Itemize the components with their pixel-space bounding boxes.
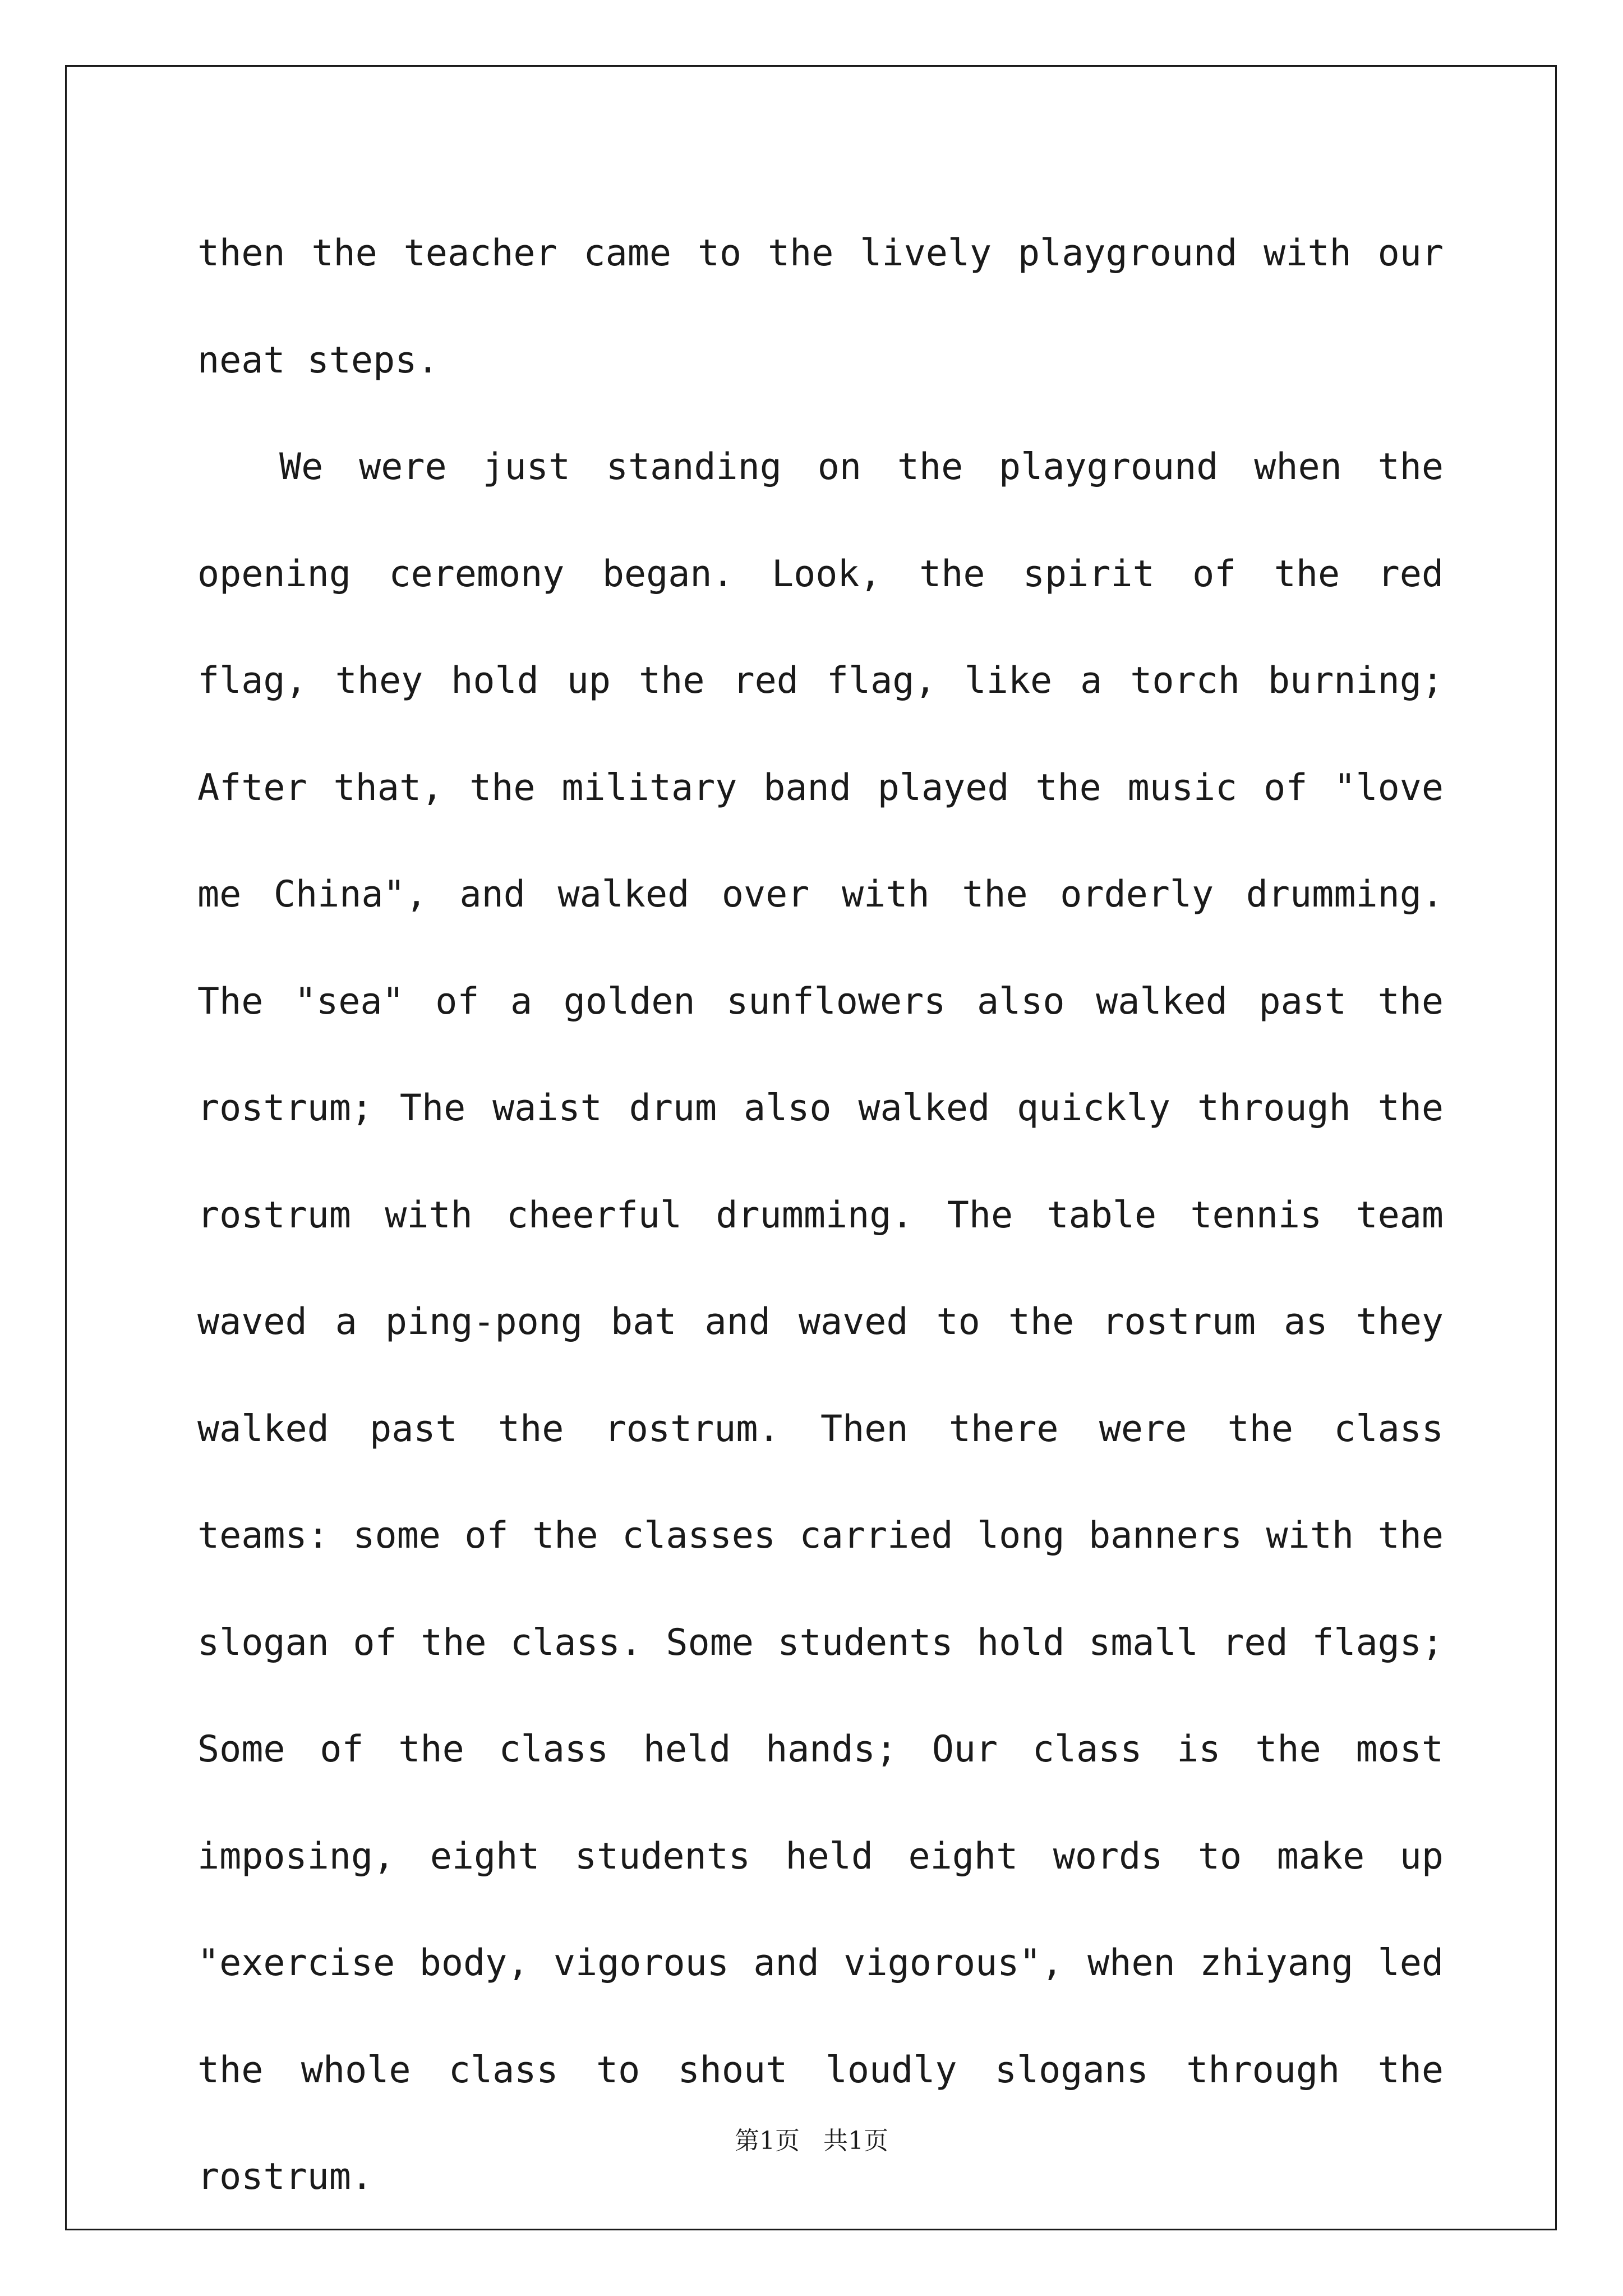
- paragraph-1: then the teacher came to the lively playground with our neat steps.: [197, 232, 1444, 381]
- document-body: [197, 200, 1444, 2231]
- page-footer: 第1页 共1页: [735, 2127, 888, 2155]
- paragraph-2: We were just standing on the playground when the opening ceremony began. Look, the spirit of the red flag, they hold up the red flag, like a torch burning; After that, the military band played the music of "love me China", and walked over with the orderly drumming. The "sea" of a golden sunflowers also walked past the rostrum; The waist drum also walked quickly through the rostrum with cheerful drumming. The table tennis team waved a ping-pong bat and waved to the rostrum as they walked past the rostrum. Then there were the class teams: some of the classes carried long banners with the slogan of the class. Some students hold small red flags; Some of the class held hands; Our class is the most imposing, eight students held eight words to make up "exercise body, vigorous and vigorous", when zhiyang led the whole class to shout loudly slogans through the rostrum.: [197, 446, 1444, 2198]
